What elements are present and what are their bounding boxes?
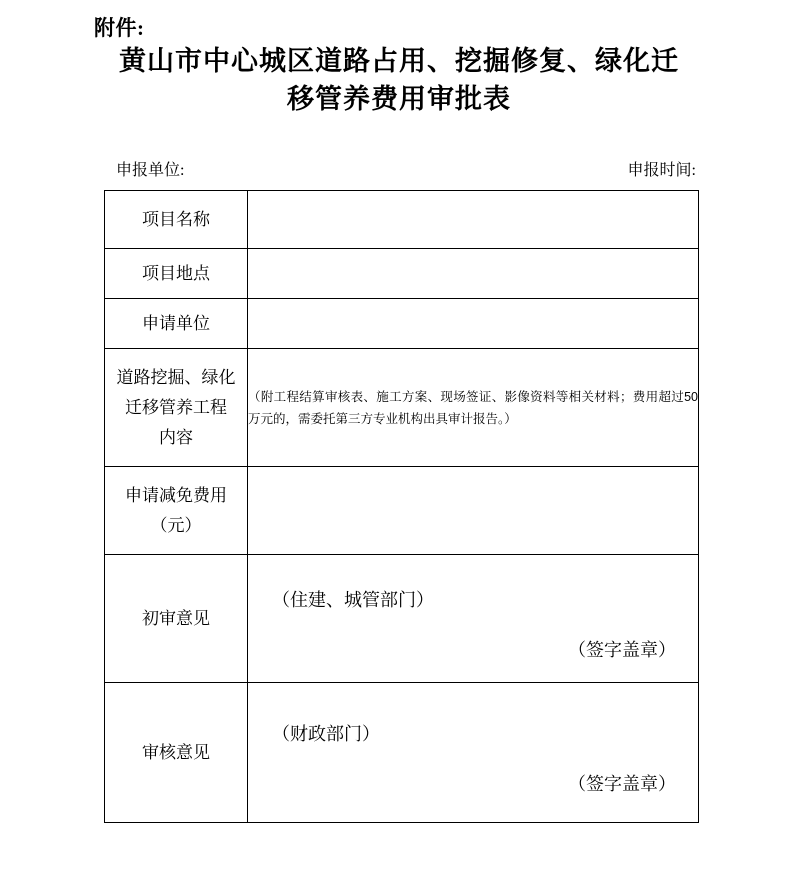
works-content-note: （附工程结算审核表、施工方案、现场签证、影像资料等相关材料；费用超过50万元的，需委托第三方专业机构出具审计报告。） xyxy=(248,389,698,426)
row-value-project-name[interactable] xyxy=(248,191,699,249)
attachment-label: 附件: xyxy=(94,16,145,40)
row-label-project-location: 项目地点 xyxy=(105,249,248,299)
review-opinion-signature: （签字盖章） xyxy=(568,773,676,794)
row-label-applicant-unit: 申请单位 xyxy=(105,299,248,349)
row-label-project-name: 项目名称 xyxy=(105,191,248,249)
row-label-reduction-amount xyxy=(105,467,248,555)
row-value-reduction-amount[interactable] xyxy=(248,467,699,555)
preliminary-opinion-department: （住建、城管部门） xyxy=(272,589,434,610)
preliminary-opinion-content xyxy=(248,576,698,662)
table-row xyxy=(105,249,699,299)
review-opinion-department: （财政部门） xyxy=(272,723,380,744)
apply-time-label: 申报时间: xyxy=(627,162,696,179)
row-label-preliminary-opinion: 初审意见 xyxy=(105,555,248,683)
table-row xyxy=(105,683,699,823)
approval-form-table xyxy=(104,190,699,823)
form-meta-row xyxy=(108,157,696,181)
row-value-preliminary-opinion[interactable] xyxy=(248,555,699,683)
row-label-works-content-line-2: 迁移管养工程 xyxy=(125,397,227,417)
table-row xyxy=(105,349,699,467)
preliminary-opinion-signature: （签字盖章） xyxy=(568,639,676,660)
table-row xyxy=(105,467,699,555)
table-row xyxy=(105,191,699,249)
row-value-project-location[interactable] xyxy=(248,249,699,299)
page-title-line-2: 移管养费用审批表 xyxy=(287,84,511,114)
row-value-review-opinion[interactable] xyxy=(248,683,699,823)
row-value-works-content[interactable] xyxy=(248,349,699,467)
row-label-reduction-amount-line-2: （元） xyxy=(150,515,202,535)
row-label-review-opinion: 审核意见 xyxy=(105,683,248,823)
review-opinion-content xyxy=(248,710,698,796)
row-value-applicant-unit[interactable] xyxy=(248,299,699,349)
row-label-reduction-amount-line-1: 申请减免费用 xyxy=(125,485,227,505)
page-title-line-1: 黄山市中心城区道路占用、挖掘修复、绿化迁 xyxy=(119,46,679,76)
applicant-unit-label: 申报单位: xyxy=(116,162,185,179)
row-label-works-content xyxy=(105,349,248,467)
row-label-works-content-line-3: 内容 xyxy=(159,427,193,447)
table-row xyxy=(105,299,699,349)
row-label-works-content-line-1: 道路挖掘、绿化 xyxy=(116,367,236,387)
page-title xyxy=(94,42,704,118)
table-row xyxy=(105,555,699,683)
